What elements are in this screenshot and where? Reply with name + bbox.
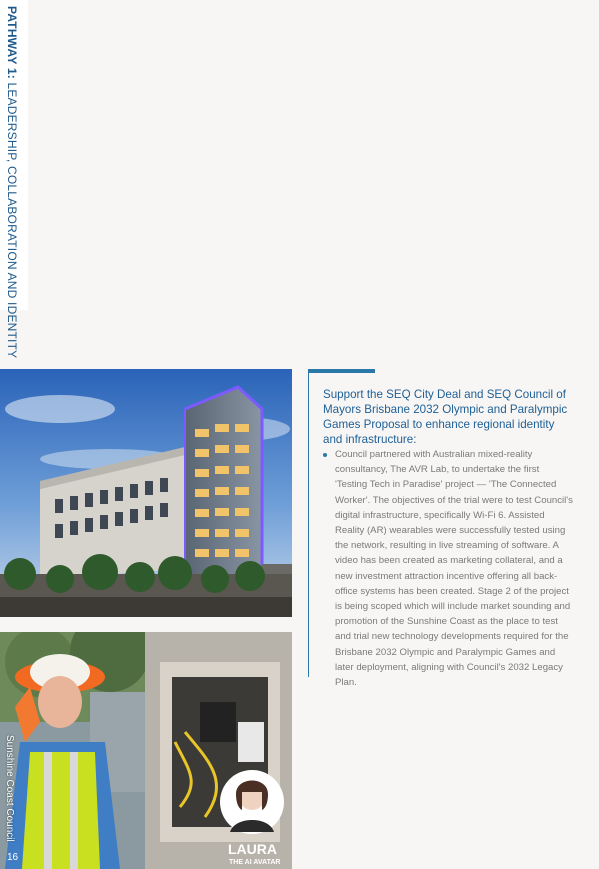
avatar-name: LAURA	[228, 841, 277, 857]
section-title	[5, 6, 19, 358]
hotel-building-photo	[0, 369, 292, 617]
list-item	[323, 447, 573, 690]
accent-bar	[308, 369, 375, 373]
pathway-title: LEADERSHIP, COLLABORATION AND IDENTITY	[5, 78, 19, 359]
section-heading: Support the SEQ City Deal and SEQ Council of Mayors Brisbane 2032 Olympic and Paralympic Games Proposal to enhance regional identity and infrastructure:	[323, 388, 568, 446]
bullet-text: Council partnered with Australian mixed-reality consultancy, The AVR Lab, to undertake the first 'Testing Tech in Paradise' project — 'The Connected Worker'. The objectives of the trial were to test Council's digital infrastructure, specifically Wi-Fi 6. Assisted Reality (AR) wearables were successfully tested using the network, resulting in live streaming of software. A video has been created as marketing collateral, and a new investment attraction incentive offering all back-office systems has been created. Stage 2 of the project is being scoped which will include market sounding and promotion of the Sunshine Coast as the place to test and trial new technology developments required for the Brisbane 2032 Olympic and Paralympic Games and later deployment, aligning with Council's 2032 Legacy Plan.	[335, 449, 573, 689]
column-divider	[308, 373, 309, 677]
bullet-list	[323, 447, 573, 690]
avatar-subtitle: THE AI AVATAR	[229, 859, 281, 866]
section-side-tab	[0, 0, 28, 359]
worker-wifi-photo	[0, 632, 292, 869]
photo-credit: Sunshine Coast Council	[4, 735, 15, 842]
page-number: 16	[7, 852, 19, 863]
bullet-dot-icon	[323, 453, 327, 457]
pathway-label: PATHWAY 1:	[5, 6, 19, 79]
